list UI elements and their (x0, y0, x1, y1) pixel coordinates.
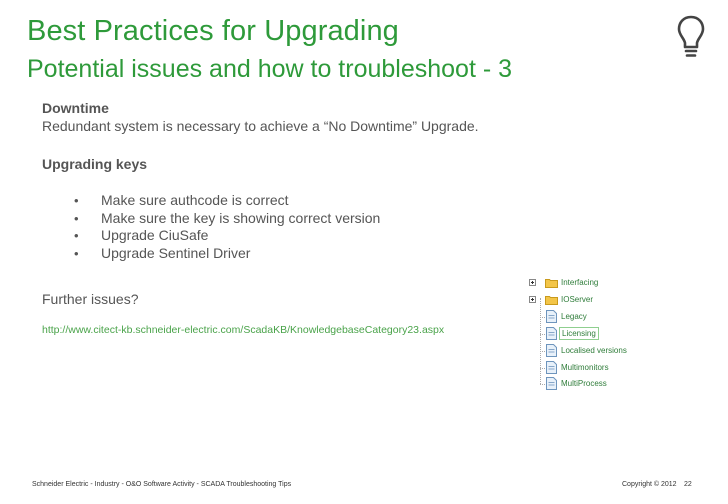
bullet-list (74, 192, 380, 262)
expand-icon[interactable] (529, 279, 536, 286)
tree-item-legacy[interactable] (514, 309, 661, 325)
tree-item-licensing[interactable] (514, 326, 661, 342)
tree-item-label: Interfacing (561, 278, 599, 287)
footer-text: Schneider Electric - Industry - O&O Software Activity - SCADA Troubleshooting Tips (32, 481, 292, 488)
lightbulb-icon (676, 14, 706, 60)
tree-item-label: IOServer (561, 295, 594, 304)
tree-item-label: Multimonitors (561, 363, 609, 372)
expand-icon[interactable] (529, 296, 536, 303)
footer-copyright: Copyright © 2012 (622, 481, 677, 488)
tree-item-label: Localised versions (561, 346, 627, 355)
page-icon (546, 377, 557, 390)
tree-item-multimonitors[interactable] (514, 360, 661, 376)
knowledgebase-link[interactable]: http://www.citect-kb.schneider-electric.com/ScadaKB/KnowledgebaseCategory23.aspx (42, 324, 445, 336)
upgrading-keys-heading: Upgrading keys (42, 156, 148, 172)
folder-icon (545, 295, 558, 305)
page-icon (546, 344, 557, 357)
bullet-item: • Upgrade CiuSafe (74, 227, 380, 245)
tree-item-multiprocess[interactable] (514, 376, 661, 392)
slide-subtitle: Potential issues and how to troubleshoot - 3 (27, 55, 513, 83)
tree-item-label: Legacy (561, 312, 587, 321)
slide-title: Best Practices for Upgrading (27, 15, 399, 47)
further-issues-text: Further issues? (42, 291, 139, 307)
kb-category-tree (514, 274, 661, 391)
folder-icon (545, 278, 558, 288)
page-icon (546, 327, 557, 340)
page-icon (546, 361, 557, 374)
tree-item-ioserver[interactable] (514, 292, 661, 308)
downtime-text: Redundant system is necessary to achieve a “No Downtime” Upgrade. (42, 118, 479, 134)
downtime-heading: Downtime (42, 100, 109, 116)
page-number: 22 (684, 481, 692, 488)
bullet-item: • Make sure authcode is correct (74, 192, 380, 210)
bullet-item: • Make sure the key is showing correct version (74, 210, 380, 228)
bullet-item: • Upgrade Sentinel Driver (74, 245, 380, 263)
tree-item-localised-versions[interactable] (514, 343, 661, 359)
page-icon (546, 310, 557, 323)
tree-item-label-selected: Licensing (559, 327, 599, 340)
tree-item-label: MultiProcess (561, 379, 607, 388)
tree-item-interfacing[interactable] (514, 275, 661, 291)
